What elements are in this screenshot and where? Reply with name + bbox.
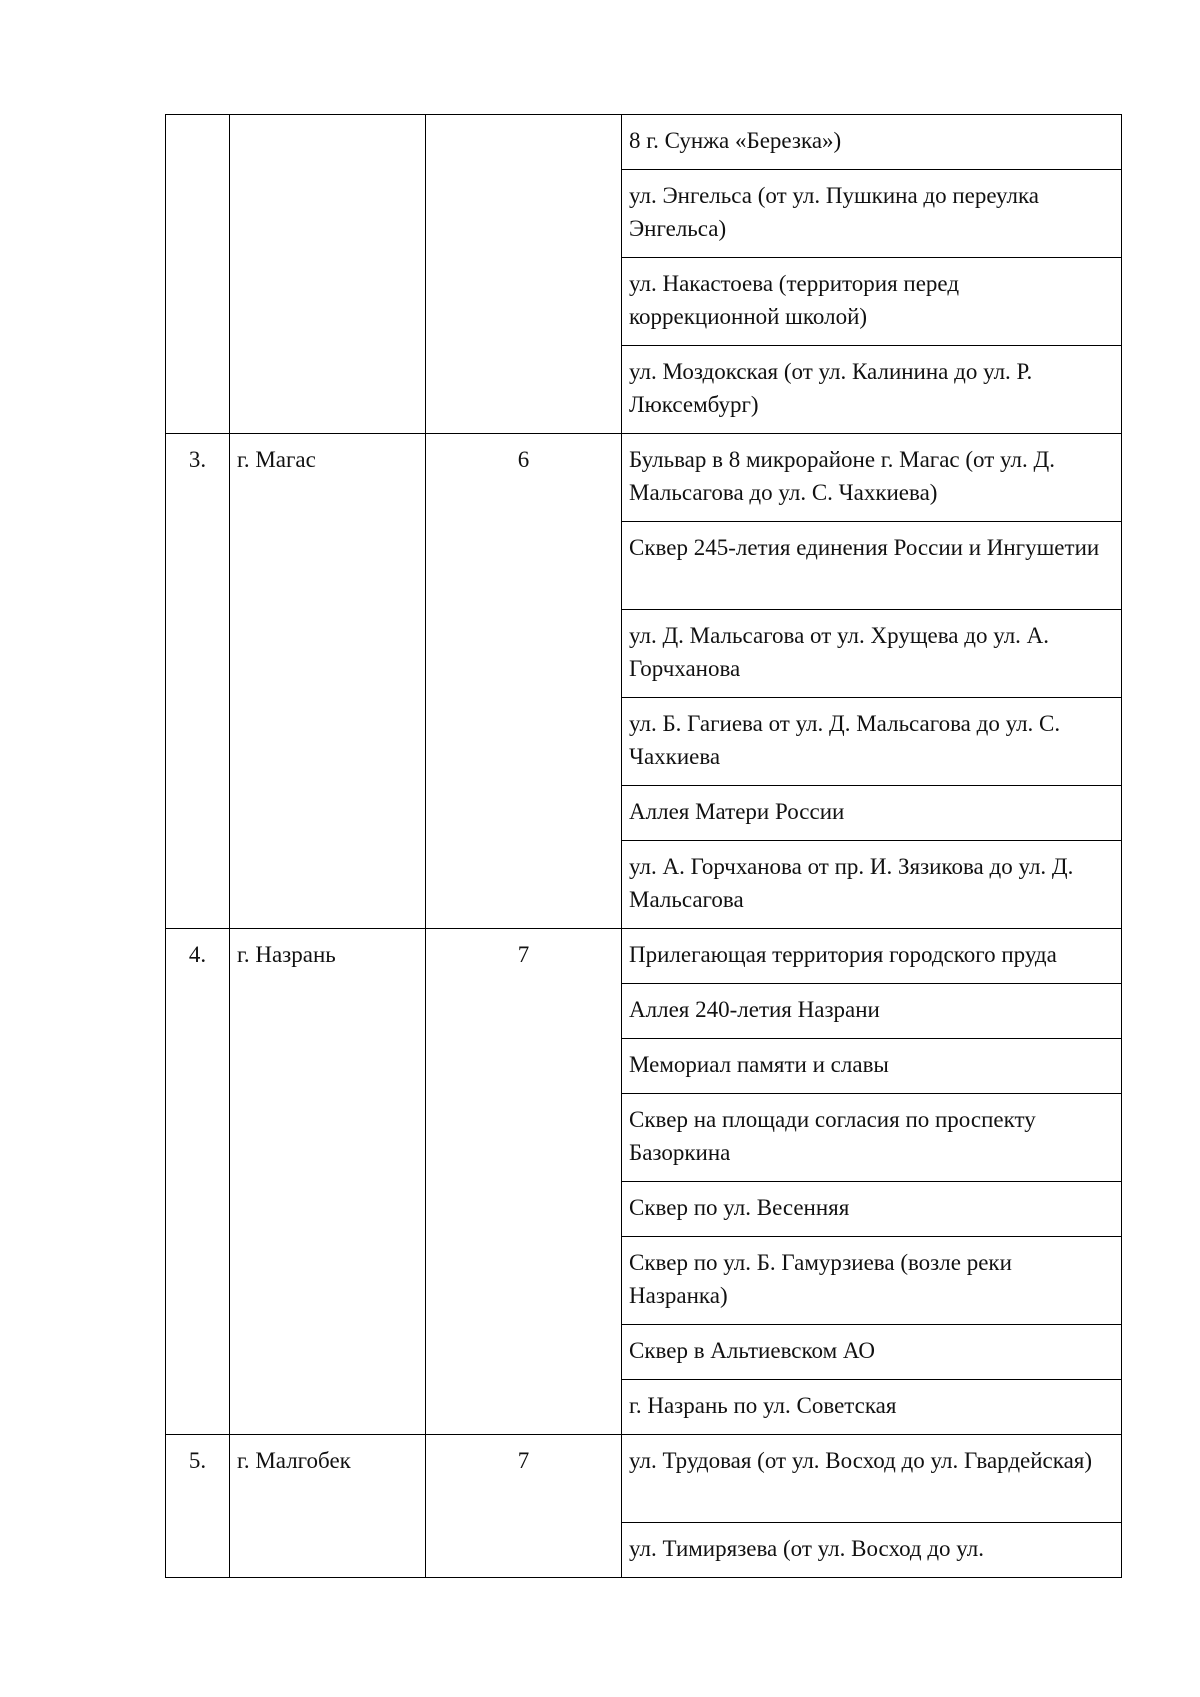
- table-row: [166, 929, 1122, 984]
- row-number: 5.: [166, 1435, 230, 1578]
- object-name: ул. Моздокская (от ул. Калинина до ул. Р. Люксембург): [622, 346, 1122, 434]
- city-name: [230, 115, 426, 434]
- object-name: ул. Трудовая (от ул. Восход до ул. Гвардейская): [622, 1435, 1122, 1523]
- row-number: 3.: [166, 434, 230, 929]
- row-number: [166, 115, 230, 434]
- row-number: 4.: [166, 929, 230, 1435]
- object-name: ул. Накастоева (территория перед коррекционной школой): [622, 258, 1122, 346]
- city-name: г. Назрань: [230, 929, 426, 1435]
- object-name: ул. Тимирязева (от ул. Восход до ул.: [622, 1523, 1122, 1578]
- object-count: [426, 115, 622, 434]
- object-name: Аллея Матери России: [622, 786, 1122, 841]
- object-name: ул. Б. Гагиева от ул. Д. Мальсагова до ул. С. Чахкиева: [622, 698, 1122, 786]
- city-name: г. Магас: [230, 434, 426, 929]
- table-row: [166, 434, 1122, 522]
- object-name: Бульвар в 8 микрорайоне г. Магас (от ул. Д. Мальсагова до ул. С. Чахкиева): [622, 434, 1122, 522]
- object-name: Аллея 240-летия Назрани: [622, 984, 1122, 1039]
- object-name: ул. А. Горчханова от пр. И. Зязикова до ул. Д. Мальсагова: [622, 841, 1122, 929]
- object-name: Сквер 245-летия единения России и Ингушетии: [622, 522, 1122, 610]
- object-name: Сквер по ул. Б. Гамурзиева (возле реки Назранка): [622, 1237, 1122, 1325]
- table-body: [166, 115, 1122, 1578]
- object-name: Сквер по ул. Весенняя: [622, 1182, 1122, 1237]
- object-name: 8 г. Сунжа «Березка»): [622, 115, 1122, 170]
- table-row: [166, 1435, 1122, 1523]
- object-name: ул. Д. Мальсагова от ул. Хрущева до ул. А. Горчханова: [622, 610, 1122, 698]
- table-row: [166, 115, 1122, 170]
- city-name: г. Малгобек: [230, 1435, 426, 1578]
- object-name: Сквер в Альтиевском АО: [622, 1325, 1122, 1380]
- object-name: г. Назрань по ул. Советская: [622, 1380, 1122, 1435]
- object-name: Мемориал памяти и славы: [622, 1039, 1122, 1094]
- object-count: 6: [426, 434, 622, 929]
- object-name: Сквер на площади согласия по проспекту Базоркина: [622, 1094, 1122, 1182]
- object-name: ул. Энгельса (от ул. Пушкина до переулка Энгельса): [622, 170, 1122, 258]
- object-name: Прилегающая территория городского пруда: [622, 929, 1122, 984]
- object-count: 7: [426, 929, 622, 1435]
- object-count: 7: [426, 1435, 622, 1578]
- places-table: [165, 114, 1122, 1578]
